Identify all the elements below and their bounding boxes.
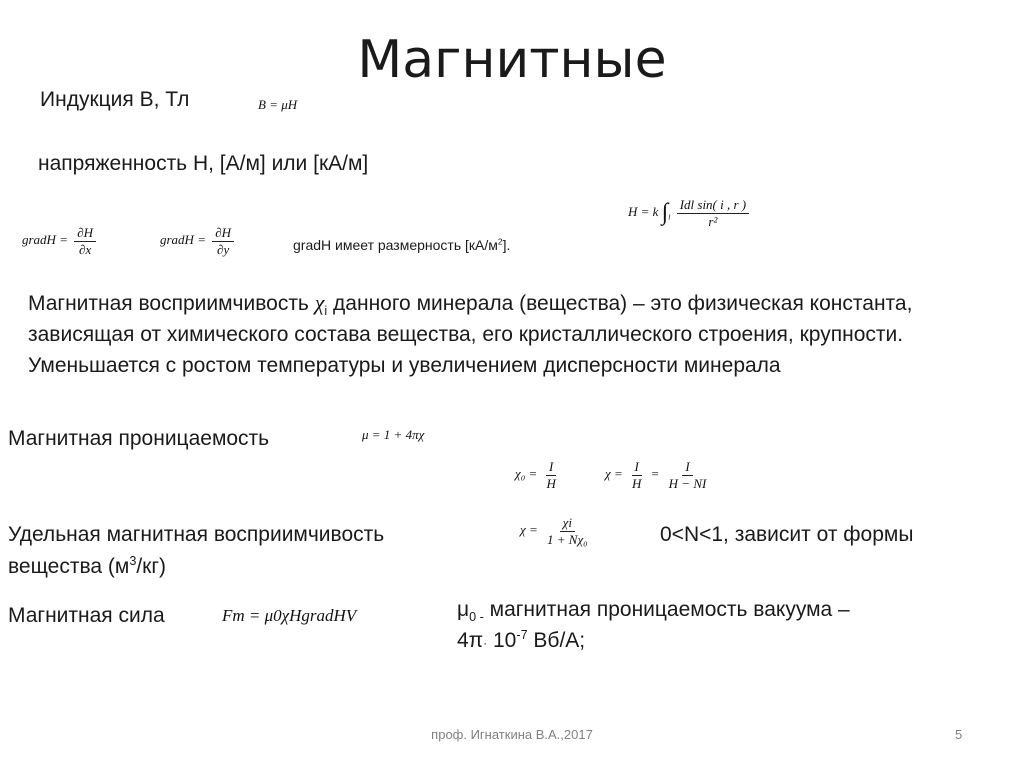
induction-label: Индукция В, Тл — [40, 88, 190, 111]
chi-fraction-1 — [629, 459, 644, 491]
grad-y-lhs: gradH = — [160, 232, 206, 248]
vacuum-line1 — [457, 598, 850, 625]
susc-chi-sub: i — [324, 304, 328, 319]
vacuum-ten: 10 — [487, 629, 517, 652]
permeability-formula: μ = 1 + 4πχ — [362, 427, 425, 442]
biot-numerator: Idl sin( i , r ) — [677, 197, 749, 214]
specific-formula-den: 1 + Nχ₀ — [547, 531, 588, 547]
chi-lhs: χ = — [605, 466, 623, 482]
specific-label-line1: Удельная магнитная восприимчивость — [8, 523, 385, 546]
susc-rest: данного минерала (вещества) – это физическая константа, зависящая от химического состава вещества, его кристаллического строения, крупности. Уменьшается с ростом температуры и увеличением дисперсности минерала — [28, 292, 913, 377]
grad-y-den: ∂y — [217, 241, 230, 257]
grad-formula-x — [22, 225, 99, 257]
permeability-label: Магнитная проницаемость — [8, 427, 270, 450]
vacuum-exp: -7 — [516, 628, 528, 642]
grad-text-sup: 2 — [497, 236, 503, 247]
vacuum-4pi: 4π — [457, 629, 484, 652]
grad-dimension-text — [293, 237, 510, 253]
vacuum-dot: · — [483, 636, 488, 650]
chi0-den: H — [546, 475, 556, 491]
induction-formula: B = μH — [258, 97, 298, 112]
page-number: 5 — [955, 727, 963, 742]
susceptibility-paragraph — [28, 287, 988, 381]
footer-author: проф. Игнаткина В.А.,2017 — [431, 727, 593, 742]
specific-formula-num: χi — [560, 515, 575, 532]
force-formula: Fm = μ0χHgradHV — [222, 606, 357, 625]
grad-x-den: ∂x — [79, 241, 92, 257]
specific-line2-a: вещества (м — [8, 555, 130, 578]
grad-formula-y — [160, 225, 237, 257]
specific-line2-b: /кг) — [136, 555, 167, 578]
integral-icon: ∫ — [661, 199, 669, 226]
vacuum-line1-rest: магнитная проницаемость вакуума – — [483, 598, 850, 621]
chi0-formula — [515, 459, 562, 491]
shape-factor-note: 0<N<1, зависит от формы — [660, 523, 914, 546]
grad-text: gradН имеет размерность [кА/м — [293, 237, 498, 253]
force-label: Магнитная сила — [8, 604, 165, 627]
grad-text-end: ]. — [502, 237, 511, 253]
specific-formula — [520, 515, 594, 547]
susc-start: Магнитная восприимчивость — [28, 292, 315, 315]
chi-num-1: I — [632, 459, 642, 476]
chi0-fraction — [544, 459, 559, 491]
specific-formula-lhs: χ = — [520, 522, 538, 538]
chi-mid-eq: = — [650, 466, 660, 482]
chi-num-2: I — [682, 459, 692, 476]
intensity-label: напряженность Н, [А/м] или [кА/м] — [38, 152, 369, 175]
grad-x-fraction — [74, 225, 96, 257]
chi-fraction-2 — [666, 459, 710, 491]
chi-den-2: H − NI — [668, 475, 707, 491]
vacuum-unit: Вб/А; — [527, 629, 586, 652]
specific-formula-fraction — [544, 515, 591, 547]
grad-y-num: ∂H — [212, 225, 234, 242]
grad-x-lhs: gradH = — [22, 232, 68, 248]
biot-denominator: r² — [708, 213, 718, 229]
specific-label-line2 — [8, 555, 166, 579]
chi0-lhs: χ₀ = — [515, 466, 538, 482]
susc-chi: χ — [314, 290, 325, 315]
vacuum-mu: μ — [457, 598, 470, 621]
grad-x-num: ∂H — [74, 225, 96, 242]
vacuum-line2 — [457, 629, 585, 653]
grad-y-fraction — [212, 225, 234, 257]
vacuum-mu-sub: 0 - — [469, 610, 484, 625]
specific-line2-sup: 3 — [129, 554, 137, 568]
chi-den-1: H — [632, 475, 642, 491]
biot-int-sub: l — [668, 212, 671, 222]
biot-savart-formula — [628, 197, 752, 229]
biot-fraction — [677, 197, 749, 229]
slide-title: Магнитные — [357, 30, 667, 90]
chi-formula — [605, 459, 712, 491]
biot-lhs: H = k — [628, 204, 659, 220]
chi0-num: I — [546, 459, 556, 476]
